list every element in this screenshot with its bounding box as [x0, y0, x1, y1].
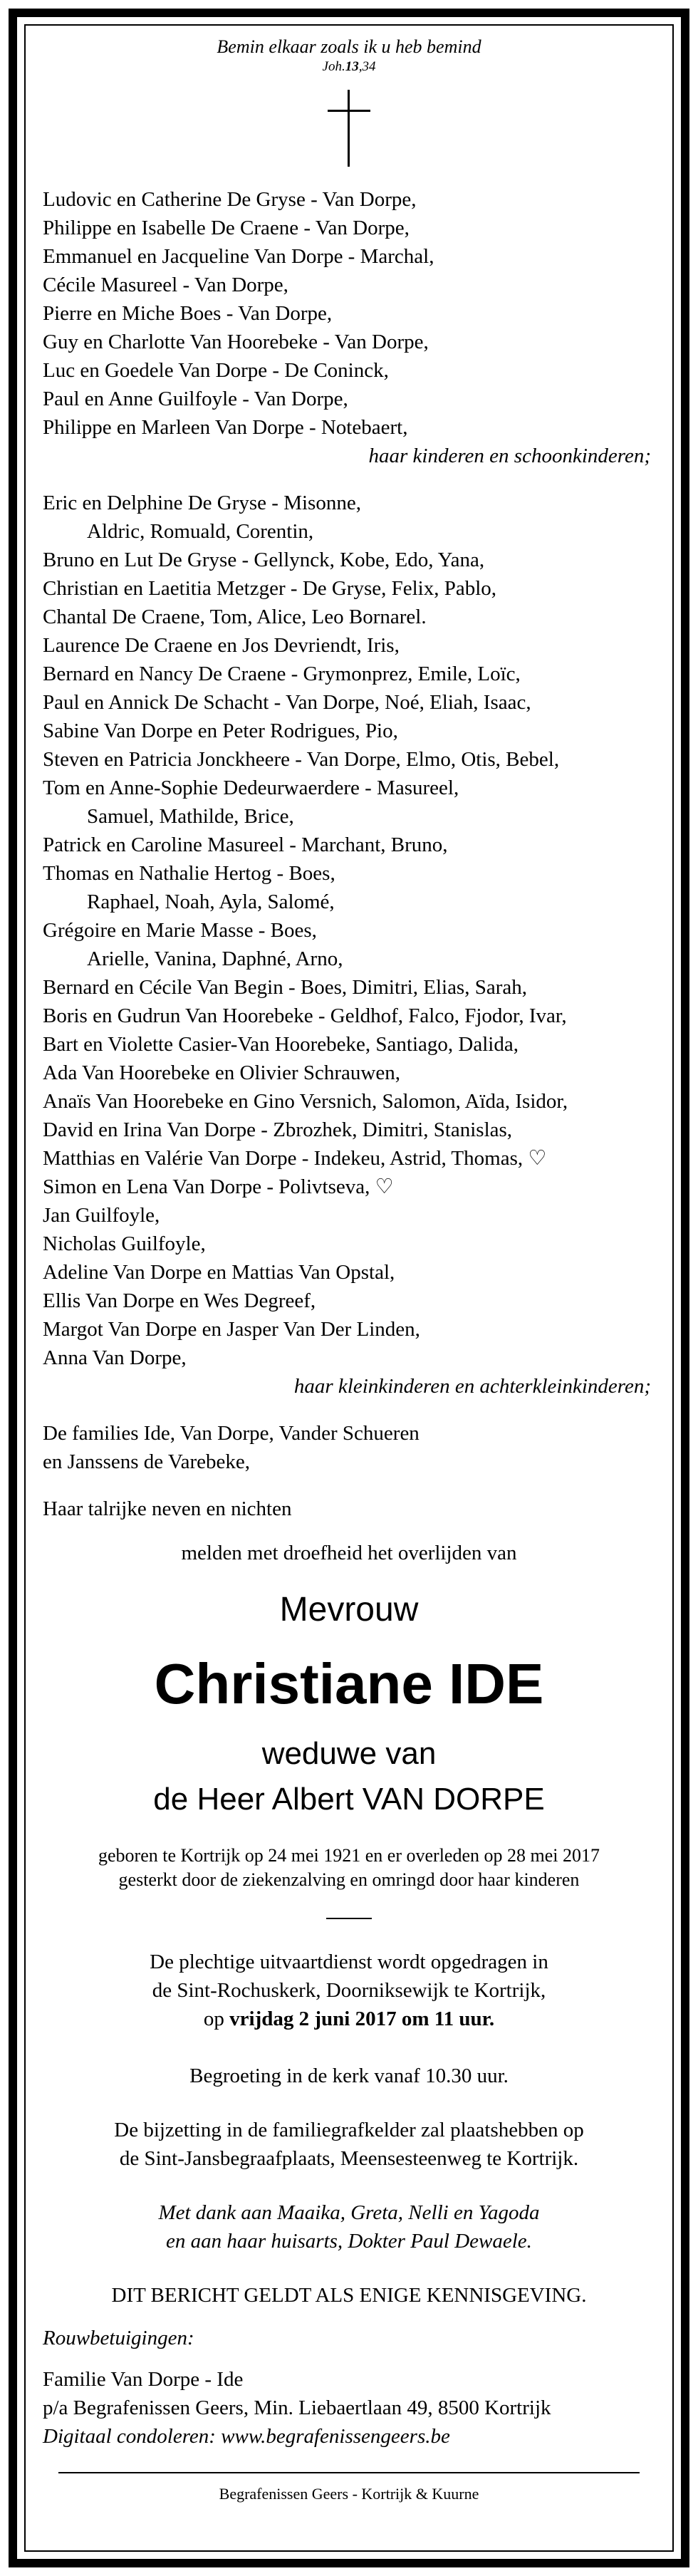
burial-line: de Sint-Jansbegraafplaats, Meensesteenweg te Kortrijk. — [119, 2147, 579, 2170]
list-item: Philippe en Isabelle De Craene - Van Dorpe, — [43, 217, 410, 239]
list-item: Anaïs Van Hoorebeke en Gino Versnich, Salomon, Aïda, Isidor, — [43, 1090, 568, 1113]
service-date: op vrijdag 2 juni 2017 om 11 uur. — [203, 2008, 495, 2030]
list-item: David en Irina Van Dorpe - Zbrozhek, Dimitri, Stanislas, — [43, 1118, 513, 1141]
condolences-block — [43, 2324, 655, 2451]
list-item: Steven en Patricia Jonckheere - Van Dorpe, Elmo, Otis, Bebel, — [43, 748, 560, 771]
list-item: Paul en Annick De Schacht - Van Dorpe, Noé, Eliah, Isaac, — [43, 691, 531, 714]
honorific: Mevrouw — [279, 1591, 419, 1629]
cousins-line: Haar talrijke neven en nichten — [43, 1497, 292, 1520]
list-item: Patrick en Caroline Masureel - Marchant, Bruno, — [43, 833, 448, 856]
list-item: Simon en Lena Van Dorpe - Polivtseva, ♡ — [43, 1175, 394, 1198]
list-item: Adeline Van Dorpe en Mattias Van Opstal, — [43, 1261, 395, 1284]
service-line: de Sint-Rochuskerk, Doorniksewijk te Kortrijk, — [152, 1979, 546, 2002]
list-item: Arielle, Vanina, Daphné, Arno, — [87, 947, 343, 970]
list-item: Emmanuel en Jacqueline Van Dorpe - Marchal, — [43, 245, 434, 268]
list-item: Bernard en Cécile Van Begin - Boes, Dimitri, Elias, Sarah, — [43, 976, 527, 999]
burial-line: De bijzetting in de familiegrafkelder zal plaatshebben op — [114, 2119, 584, 2141]
birth-death-line: geboren te Kortrijk op 24 mei 1921 en er overleden op 28 mei 2017 — [98, 1845, 600, 1866]
list-item: Guy en Charlotte Van Hoorebeke - Van Dorpe, — [43, 331, 429, 353]
children-list — [43, 185, 655, 442]
thanks-block — [43, 2198, 655, 2255]
list-item: Bart en Violette Casier-Van Hoorebeke, Santiago, Dalida, — [43, 1033, 519, 1056]
list-item: Margot Van Dorpe en Jasper Van Der Linden, — [43, 1318, 420, 1341]
greeting-line: Begroeting in de kerk vanaf 10.30 uur. — [189, 2065, 509, 2087]
list-item: Samuel, Mathilde, Brice, — [87, 805, 294, 828]
birth-death-block — [43, 1844, 655, 1892]
condolences-address: p/a Begrafenissen Geers, Min. Liebaertlaan 49, 8500 Kortrijk — [43, 2396, 551, 2419]
spouse-name: de Heer Albert VAN DORPE — [153, 1782, 545, 1817]
list-item: Ludovic en Catherine De Gryse - Van Dorpe, — [43, 188, 417, 211]
children-role: haar kinderen en schoonkinderen; — [368, 445, 651, 467]
families-line: en Janssens de Varebeke, — [43, 1450, 250, 1473]
list-item: Eric en Delphine De Gryse - Misonne, — [43, 492, 361, 514]
announcement: melden met droefheid het overlijden van — [181, 1542, 517, 1564]
divider — [326, 1918, 372, 1919]
list-item: Tom en Anne-Sophie Dedeurwaerdere - Masureel, — [43, 777, 459, 799]
list-item: Luc en Goedele Van Dorpe - De Coninck, — [43, 359, 389, 382]
families-line: De families Ide, Van Dorpe, Vander Schueren — [43, 1422, 420, 1445]
service-block — [43, 1948, 655, 2033]
list-item: Thomas en Nathalie Hertog - Boes, — [43, 862, 335, 885]
list-item: Laurence De Craene en Jos Devriendt, Iris, — [43, 634, 400, 657]
list-item: Nicholas Guilfoyle, — [43, 1232, 206, 1255]
burial-block — [43, 2116, 655, 2173]
list-item: Raphael, Noah, Ayla, Salomé, — [87, 890, 335, 913]
online-condolences: Digitaal condoleren: www.begrafenissengeers.be — [43, 2425, 450, 2448]
service-line: De plechtige uitvaartdienst wordt opgedragen in — [150, 1951, 548, 1973]
list-item: Anna Van Dorpe, — [43, 1346, 187, 1369]
list-item: Philippe en Marleen Van Dorpe - Notebaert, — [43, 416, 408, 439]
list-item: Ada Van Hoorebeke en Olivier Schrauwen, — [43, 1061, 400, 1084]
funeral-home: Begrafenissen Geers - Kortrijk & Kuurne — [219, 2485, 479, 2503]
bottom-divider — [58, 2472, 640, 2473]
list-item: Christian en Laetitia Metzger - De Gryse, Felix, Pablo, — [43, 577, 497, 600]
families-block — [43, 1419, 655, 1476]
cross-icon — [328, 90, 370, 167]
condolences-heading: Rouwbetuigingen: — [43, 2327, 194, 2349]
notice-line: DIT BERICHT GELDT ALS ENIGE KENNISGEVING. — [111, 2284, 587, 2307]
list-item: Aldric, Romuald, Corentin, — [87, 520, 314, 543]
thanks-line: en aan haar huisarts, Dokter Paul Dewaele. — [166, 2230, 532, 2253]
list-item: Jan Guilfoyle, — [43, 1204, 160, 1227]
thanks-line: Met dank aan Maaika, Greta, Nelli en Yagoda — [158, 2201, 540, 2224]
list-item: Pierre en Miche Boes - Van Dorpe, — [43, 302, 333, 325]
list-item: Matthias en Valérie Van Dorpe - Indekeu, Astrid, Thomas, ♡ — [43, 1147, 547, 1170]
obituary-content — [43, 36, 655, 2545]
widow-of: weduwe van — [261, 1736, 437, 1771]
bible-reference: Joh.13,34 — [322, 59, 376, 74]
grandchildren-list — [43, 489, 655, 1372]
list-item: Sabine Van Dorpe en Peter Rodrigues, Pio, — [43, 720, 398, 742]
list-item: Boris en Gudrun Van Hoorebeke - Geldhof, Falco, Fjodor, Ivar, — [43, 1004, 567, 1027]
list-item: Bruno en Lut De Gryse - Gellynck, Kobe, Edo, Yana, — [43, 549, 485, 571]
grandchildren-role: haar kleinkinderen en achterkleinkinderen; — [293, 1375, 651, 1398]
list-item: Ellis Van Dorpe en Wes Degreef, — [43, 1289, 316, 1312]
condolences-family: Familie Van Dorpe - Ide — [43, 2368, 244, 2391]
list-item: Grégoire en Marie Masse - Boes, — [43, 919, 317, 942]
bible-verse: Bemin elkaar zoals ik u heb bemind — [217, 36, 481, 57]
list-item: Cécile Masureel - Van Dorpe, — [43, 274, 288, 296]
list-item: Chantal De Craene, Tom, Alice, Leo Bornarel. — [43, 606, 427, 628]
birth-death-line: gesterkt door de ziekenzalving en omringd door haar kinderen — [118, 1869, 580, 1890]
list-item: Bernard en Nancy De Craene - Grymonprez, Emile, Loïc, — [43, 663, 521, 685]
list-item: Paul en Anne Guilfoyle - Van Dorpe, — [43, 388, 348, 410]
deceased-name: Christiane IDE — [154, 1652, 544, 1715]
